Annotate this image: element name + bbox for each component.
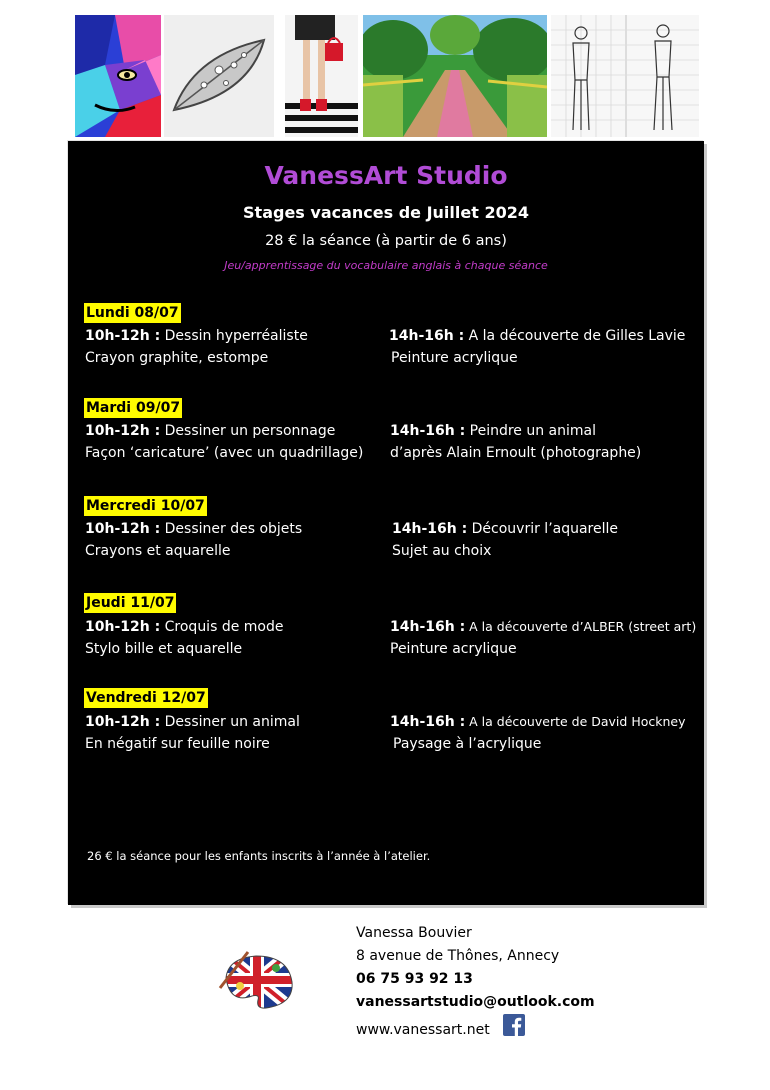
session-title: A la découverte d’ALBER (street art) xyxy=(465,619,697,634)
day-heading xyxy=(84,397,182,418)
session-title: Dessiner un personnage xyxy=(160,423,336,439)
morning-session xyxy=(85,325,308,369)
session-title: Dessiner des objets xyxy=(160,521,303,537)
session-time: 10h-12h : xyxy=(85,423,161,439)
day-label: Lundi 08/07 xyxy=(86,305,179,321)
afternoon-session xyxy=(392,518,618,562)
session-detail: Sujet au choix xyxy=(392,543,492,559)
artwork-leaf-drawing xyxy=(164,15,274,137)
day-heading xyxy=(84,592,176,613)
day-label: Mardi 09/07 xyxy=(86,400,181,416)
session-title: Dessiner un animal xyxy=(160,714,300,730)
day-heading xyxy=(84,495,207,516)
palette-uk-flag-logo xyxy=(218,948,296,1012)
day-heading xyxy=(84,687,208,708)
session-time: 14h-16h : xyxy=(392,521,468,537)
session-title: Dessin hyperréaliste xyxy=(160,328,308,344)
session-detail: Façon ‘caricature’ (avec un quadrillage) xyxy=(85,445,364,461)
session-time: 14h-16h : xyxy=(389,328,465,344)
session-detail: Crayon graphite, estompe xyxy=(85,350,269,366)
session-time: 14h-16h : xyxy=(390,423,466,439)
artwork-cubist-face xyxy=(75,15,161,137)
member-price-note: 26 € la séance pour les enfants inscrits à l’année à l’atelier. xyxy=(87,849,431,863)
session-detail: En négatif sur feuille noire xyxy=(85,736,270,752)
session-detail: Paysage à l’acrylique xyxy=(393,736,542,752)
session-detail: Peinture acrylique xyxy=(390,641,517,657)
day-label: Vendredi 12/07 xyxy=(86,690,206,706)
session-title: A la découverte de David Hockney xyxy=(465,714,686,729)
session-detail: Stylo bille et aquarelle xyxy=(85,641,243,657)
contact-email[interactable]: vanessartstudio@outlook.com xyxy=(356,994,595,1010)
session-time: 10h-12h : xyxy=(85,521,161,537)
session-time: 10h-12h : xyxy=(85,328,161,344)
day-label: Jeudi 11/07 xyxy=(86,595,175,611)
session-title: Croquis de mode xyxy=(160,619,284,635)
facebook-icon[interactable] xyxy=(503,1014,525,1036)
morning-session xyxy=(85,616,283,660)
session-title: A la découverte de Gilles Lavie xyxy=(464,328,686,344)
day-heading xyxy=(84,302,181,323)
contact-phone[interactable]: 06 75 93 92 13 xyxy=(356,971,473,987)
morning-session xyxy=(85,711,300,755)
session-detail: Crayons et aquarelle xyxy=(85,543,231,559)
contact-name: Vanessa Bouvier xyxy=(356,925,472,941)
afternoon-session xyxy=(390,420,641,464)
program-panel xyxy=(68,141,704,905)
session-detail: Peinture acrylique xyxy=(391,350,518,366)
morning-session xyxy=(85,518,302,562)
day-label: Mercredi 10/07 xyxy=(86,498,205,514)
session-title: Découvrir l’aquarelle xyxy=(467,521,619,537)
session-time: 14h-16h : xyxy=(390,714,466,730)
afternoon-session xyxy=(389,325,685,369)
studio-title: VanessArt Studio xyxy=(264,161,508,190)
artwork-legs-handbag xyxy=(285,15,358,137)
afternoon-session xyxy=(390,616,696,660)
session-time: 10h-12h : xyxy=(85,619,161,635)
session-time: 14h-16h : xyxy=(390,619,466,635)
morning-session xyxy=(85,420,363,464)
contact-address: 8 avenue de Thônes, Annecy xyxy=(356,948,560,964)
session-detail: d’après Alain Ernoult (photographe) xyxy=(390,445,642,461)
session-time: 10h-12h : xyxy=(85,714,161,730)
price-line: 28 € la séance (à partir de 6 ans) xyxy=(265,233,507,249)
session-title: Peindre un animal xyxy=(465,423,596,439)
artwork-hockney-landscape xyxy=(363,15,547,137)
program-subtitle: Stages vacances de Juillet 2024 xyxy=(243,203,529,222)
afternoon-session xyxy=(390,711,685,755)
artwork-fashion-sketches xyxy=(551,15,699,137)
contact-website[interactable]: www.vanessart.net xyxy=(356,1022,490,1038)
english-note: Jeu/apprentissage du vocabulaire anglais à chaque séance xyxy=(224,259,548,272)
